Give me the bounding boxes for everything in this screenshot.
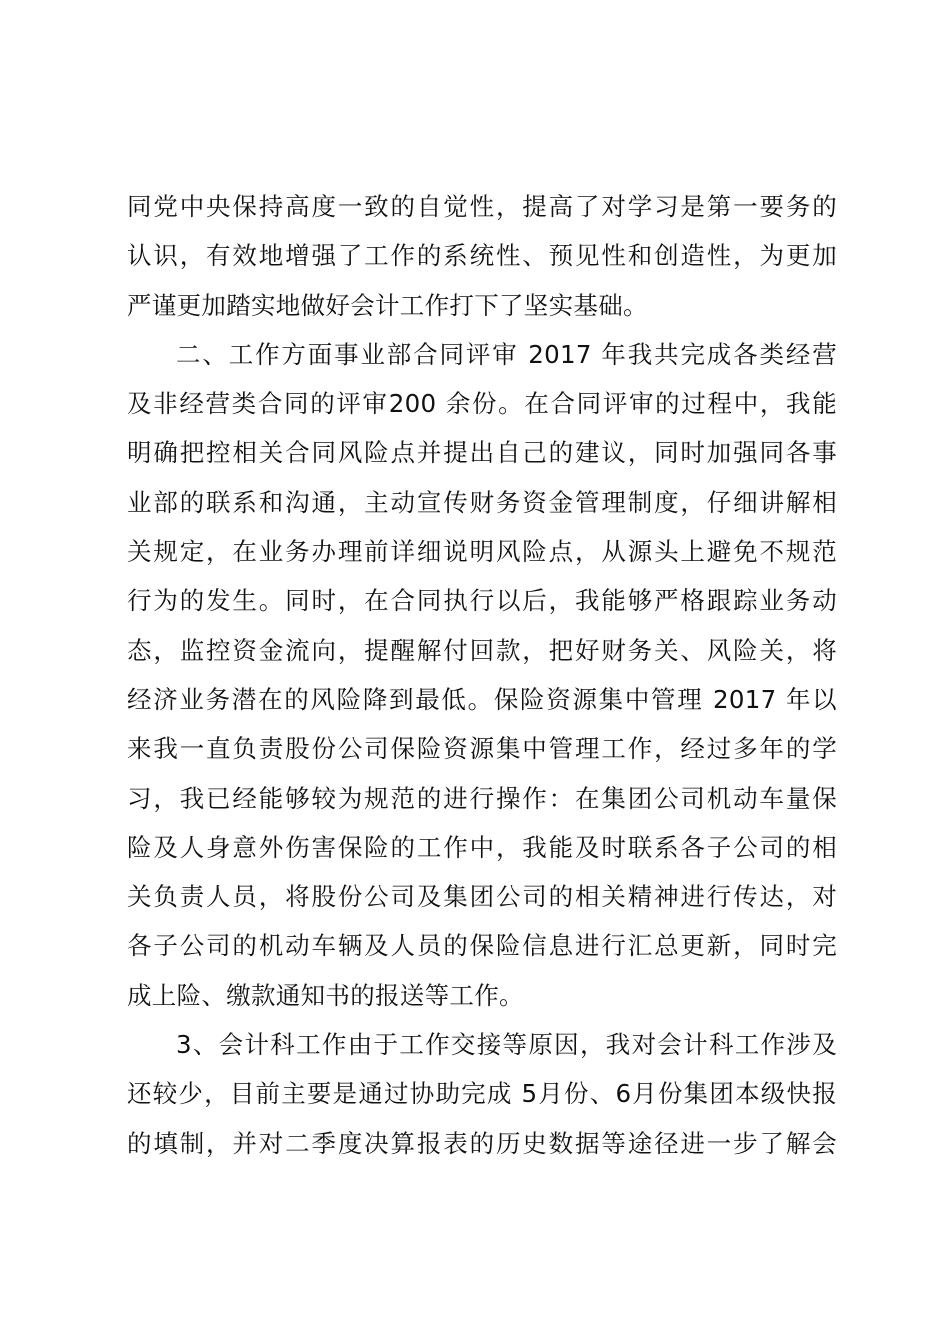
paragraph-1	[127, 182, 837, 330]
text-line: 习，我已经能够较为规范的进行操作：在集团公司机动车量保	[127, 783, 837, 813]
text-line: 经济业务潜在的风险降到最低。保险资源集中管理 2017 年以	[127, 684, 837, 714]
text-line: 严谨更加踏实地做好会计工作打下了坚实基础。	[127, 290, 648, 320]
text-line: 3、会计科工作由于工作交接等原因，我对会计科工作涉及	[176, 1030, 837, 1060]
text-line: 关负责人员，将股份公司及集团公司的相关精神进行传达，对	[127, 882, 837, 912]
document-body	[127, 182, 837, 1168]
text-line: 成上险、缴款通知书的报送等工作。	[127, 980, 524, 1010]
text-line: 各子公司的机动车辆及人员的保险信息进行汇总更新，同时完	[127, 931, 837, 961]
text-line: 关规定，在业务办理前详细说明风险点，从源头上避免不规范	[127, 537, 837, 567]
text-line: 行为的发生。同时，在合同执行以后，我能够严格跟踪业务动	[127, 586, 837, 616]
text-line: 明确把控相关合同风险点并提出自己的建议，同时加强同各事	[127, 438, 837, 468]
text-line: 的填制，并对二季度决算报表的历史数据等途径进一步了解会	[127, 1128, 837, 1158]
text-line: 认识，有效地增强了工作的系统性、预见性和创造性，为更加	[127, 241, 837, 271]
text-line: 态，监控资金流向，提醒解付回款，把好财务关、风险关，将	[127, 635, 837, 665]
text-line: 来我一直负责股份公司保险资源集中管理工作，经过多年的学	[127, 734, 837, 764]
text-line: 业部的联系和沟通，主动宣传财务资金管理制度，仔细讲解相	[127, 487, 837, 517]
paragraph-2	[127, 330, 837, 1020]
text-line: 险及人身意外伤害保险的工作中，我能及时联系各子公司的相	[127, 832, 837, 862]
paragraph-3	[127, 1020, 837, 1168]
text-line: 二、工作方面事业部合同评审 2017 年我共完成各类经营	[176, 339, 837, 369]
text-line: 同党中央保持高度一致的自觉性，提高了对学习是第一要务的	[127, 192, 837, 221]
text-line: 及非经营类合同的评审200 余份。在合同评审的过程中，我能	[127, 389, 837, 419]
text-line: 还较少，目前主要是通过协助完成 5月份、6月份集团本级快报	[127, 1079, 837, 1109]
